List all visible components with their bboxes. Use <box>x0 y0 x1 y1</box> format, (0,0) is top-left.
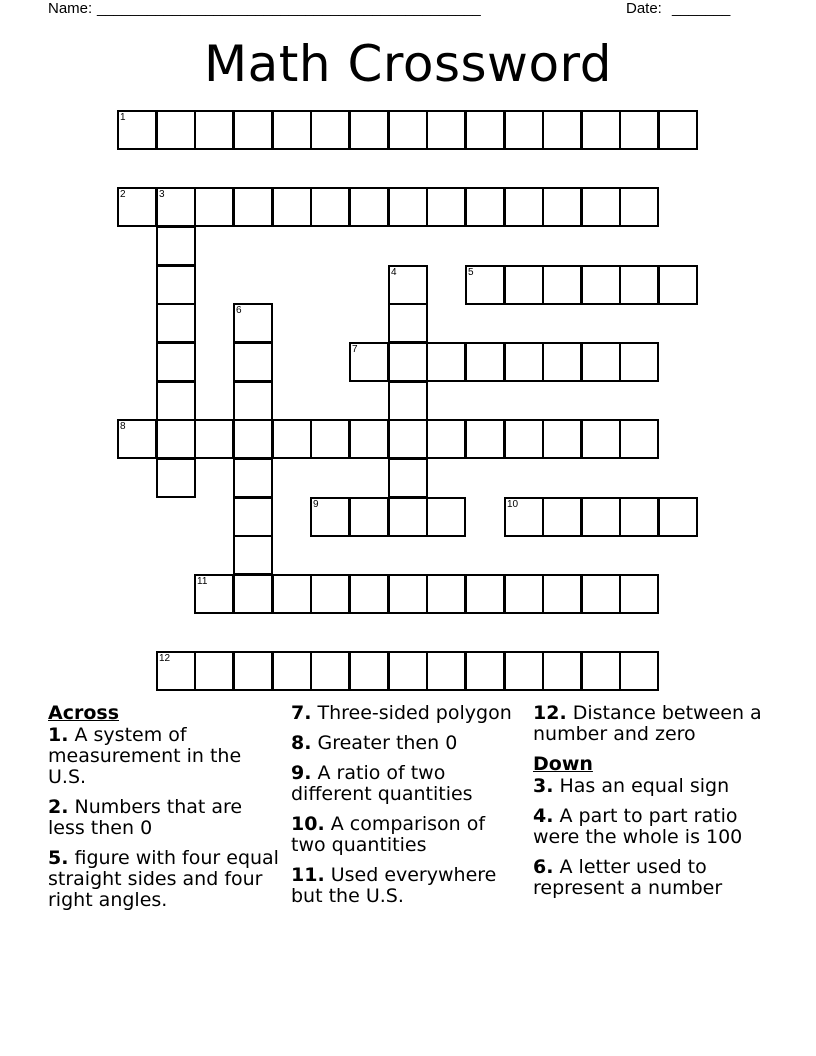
crossword-cell[interactable] <box>619 110 659 150</box>
clue-down-3: 3. Has an equal sign <box>533 775 730 797</box>
clue-number: 12 <box>159 653 171 664</box>
clue-across-8: 8. Greater then 0 <box>291 732 458 754</box>
across-heading: Across <box>48 702 120 724</box>
crossword-cell[interactable] <box>388 187 428 227</box>
crossword-cell[interactable] <box>233 381 273 421</box>
clue-number: 6 <box>236 305 242 316</box>
crossword-cell[interactable] <box>349 342 389 382</box>
crossword-cell[interactable] <box>194 574 234 614</box>
crossword-cell[interactable] <box>426 574 466 614</box>
crossword-cell[interactable] <box>233 574 273 614</box>
crossword-cell[interactable] <box>194 419 234 459</box>
crossword-cell[interactable] <box>388 651 428 691</box>
clue-down-6: 6. A letter used to represent a number <box>533 856 723 899</box>
crossword-cell[interactable] <box>388 110 428 150</box>
crossword-cell[interactable] <box>581 574 621 614</box>
crossword-cell[interactable] <box>465 110 505 150</box>
clue-number: 11 <box>197 576 208 587</box>
crossword-cell[interactable] <box>619 651 659 691</box>
crossword-cell[interactable] <box>581 110 621 150</box>
clue-across-9: 9. A ratio of two different quantities <box>291 762 473 805</box>
clue-across-11: 11. Used everywhere but the U.S. <box>291 864 497 907</box>
crossword-cell[interactable] <box>581 651 621 691</box>
clue-number: 5 <box>468 267 474 278</box>
crossword-cell[interactable] <box>426 651 466 691</box>
clue-across-2: 2. Numbers that are less then 0 <box>48 796 243 839</box>
crossword-cell[interactable] <box>619 342 659 382</box>
clue-across-12: 12. Distance between a number and zero <box>533 702 762 745</box>
clue-number: 8 <box>120 421 126 432</box>
crossword-cell[interactable] <box>156 110 196 150</box>
crossword-cell[interactable] <box>388 419 428 459</box>
crossword-cell[interactable] <box>194 110 234 150</box>
crossword-cell[interactable] <box>349 651 389 691</box>
clues-column-2 <box>291 703 523 916</box>
crossword-cell[interactable] <box>310 574 350 614</box>
crossword-cell[interactable] <box>156 265 196 305</box>
clue-across-1: 1. A system of measurement in the U.S. <box>48 724 242 788</box>
page-title: Math Crossword <box>204 35 612 93</box>
crossword-cell[interactable] <box>117 187 157 227</box>
crossword-cell[interactable] <box>349 574 389 614</box>
crossword-cell[interactable] <box>156 303 196 343</box>
crossword-cell[interactable] <box>310 187 350 227</box>
crossword-cell[interactable] <box>658 497 698 537</box>
date-field[interactable]: _______ <box>672 0 731 17</box>
crossword-cell[interactable] <box>233 110 273 150</box>
clues-column-3 <box>533 703 765 908</box>
crossword-cell[interactable] <box>542 110 582 150</box>
crossword-cell[interactable] <box>619 497 659 537</box>
crossword-cell[interactable] <box>542 497 582 537</box>
crossword-cell[interactable] <box>233 497 273 537</box>
clue-number: 2 <box>120 189 126 200</box>
crossword-cell[interactable] <box>156 458 196 498</box>
crossword-cell[interactable] <box>388 574 428 614</box>
crossword-cell[interactable] <box>581 187 621 227</box>
crossword-cell[interactable] <box>581 497 621 537</box>
crossword-cell[interactable] <box>349 419 389 459</box>
crossword-cell[interactable] <box>156 342 196 382</box>
clues-column-1 <box>48 703 280 920</box>
crossword-cell[interactable] <box>465 265 505 305</box>
clue-across-10: 10. A comparison of two quantities <box>291 813 486 856</box>
crossword-cell[interactable] <box>310 651 350 691</box>
crossword-cell[interactable] <box>156 419 196 459</box>
crossword-cell[interactable] <box>426 497 466 537</box>
crossword-cell[interactable] <box>504 342 544 382</box>
down-heading: Down <box>533 753 593 775</box>
crossword-cell[interactable] <box>619 419 659 459</box>
clue-number: 4 <box>391 267 397 278</box>
crossword-cell[interactable] <box>504 110 544 150</box>
crossword-cell[interactable] <box>581 265 621 305</box>
crossword-cell[interactable] <box>388 303 428 343</box>
crossword-cell[interactable] <box>581 342 621 382</box>
crossword-cell[interactable] <box>233 419 273 459</box>
crossword-cell[interactable] <box>388 381 428 421</box>
crossword-cell[interactable] <box>542 342 582 382</box>
crossword-cell[interactable] <box>194 651 234 691</box>
crossword-cell[interactable] <box>542 187 582 227</box>
crossword-cell[interactable] <box>504 265 544 305</box>
crossword-cell[interactable] <box>272 110 312 150</box>
clue-number: 1 <box>120 112 126 123</box>
crossword-cell[interactable] <box>658 110 698 150</box>
crossword-cell[interactable] <box>465 574 505 614</box>
crossword-cell[interactable] <box>117 419 157 459</box>
name-field[interactable]: ______________________________________________ <box>97 0 481 17</box>
crossword-cell[interactable] <box>426 419 466 459</box>
crossword-cell[interactable] <box>272 187 312 227</box>
crossword-cell[interactable] <box>233 342 273 382</box>
clue-number: 7 <box>352 344 358 355</box>
crossword-cell[interactable] <box>542 265 582 305</box>
crossword-cell[interactable] <box>619 187 659 227</box>
crossword-cell[interactable] <box>388 265 428 305</box>
clue-number: 10 <box>507 499 519 510</box>
crossword-cell[interactable] <box>272 419 312 459</box>
crossword-cell[interactable] <box>504 574 544 614</box>
date-label: Date: <box>626 0 662 17</box>
crossword-cell[interactable] <box>658 265 698 305</box>
crossword-cell[interactable] <box>233 303 273 343</box>
crossword-cell[interactable] <box>310 497 350 537</box>
clue-across-5: 5. figure with four equal straight sides and four right angles. <box>48 847 279 911</box>
crossword-cell[interactable] <box>542 651 582 691</box>
crossword-cell[interactable] <box>542 419 582 459</box>
crossword-cell[interactable] <box>542 574 582 614</box>
crossword-cell[interactable] <box>504 497 544 537</box>
crossword-cell[interactable] <box>388 497 428 537</box>
crossword-cell[interactable] <box>504 419 544 459</box>
crossword-cell[interactable] <box>233 535 273 575</box>
clue-number: 9 <box>313 499 319 510</box>
crossword-cell[interactable] <box>310 110 350 150</box>
crossword-cell[interactable] <box>156 226 196 266</box>
crossword-cell[interactable] <box>349 110 389 150</box>
crossword-cell[interactable] <box>619 265 659 305</box>
crossword-cell[interactable] <box>156 651 196 691</box>
crossword-cell[interactable] <box>388 342 428 382</box>
clue-across-7: 7. Three-sided polygon <box>291 702 512 724</box>
name-label: Name: <box>48 0 93 17</box>
crossword-cell[interactable] <box>581 419 621 459</box>
clue-number: 3 <box>159 189 165 200</box>
crossword-cell[interactable] <box>426 110 466 150</box>
crossword-cell[interactable] <box>426 342 466 382</box>
crossword-cell[interactable] <box>465 651 505 691</box>
crossword-cell[interactable] <box>233 651 273 691</box>
crossword-cell[interactable] <box>388 458 428 498</box>
crossword-cell[interactable] <box>233 458 273 498</box>
crossword-cell[interactable] <box>272 651 312 691</box>
crossword-cell[interactable] <box>426 187 466 227</box>
crossword-cell[interactable] <box>156 381 196 421</box>
crossword-cell[interactable] <box>156 187 196 227</box>
crossword-cell[interactable] <box>349 497 389 537</box>
crossword-cell[interactable] <box>504 187 544 227</box>
crossword-cell[interactable] <box>349 187 389 227</box>
crossword-cell[interactable] <box>117 110 157 150</box>
crossword-cell[interactable] <box>465 187 505 227</box>
crossword-cell[interactable] <box>233 187 273 227</box>
crossword-cell[interactable] <box>504 651 544 691</box>
crossword-cell[interactable] <box>310 419 350 459</box>
crossword-cell[interactable] <box>465 342 505 382</box>
crossword-cell[interactable] <box>194 187 234 227</box>
clue-down-4: 4. A part to part ratio were the whole is 100 <box>533 805 743 848</box>
crossword-cell[interactable] <box>619 574 659 614</box>
crossword-cell[interactable] <box>465 419 505 459</box>
crossword-cell[interactable] <box>272 574 312 614</box>
